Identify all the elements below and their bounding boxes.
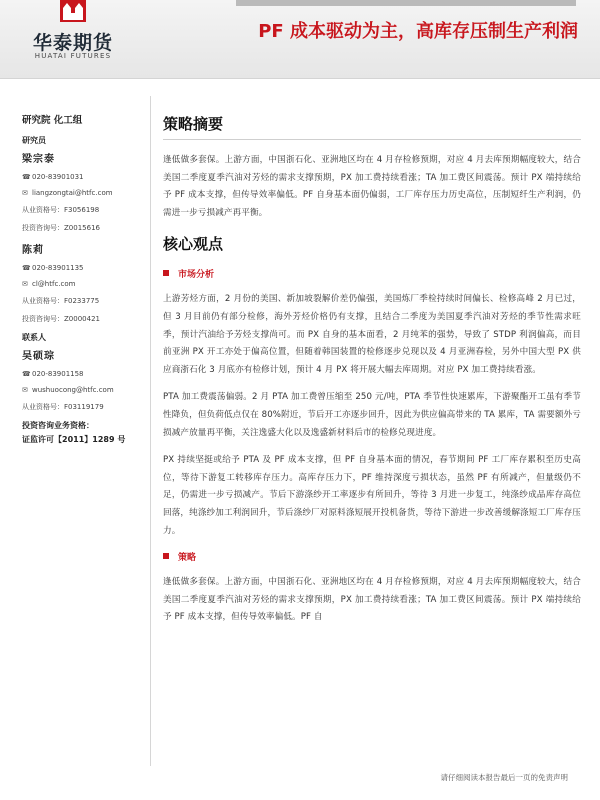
disclaimer-footer: 请仔细阅读本报告最后一页的免责声明 bbox=[440, 773, 568, 782]
analyst-phone: ☎020-83901031 bbox=[22, 173, 84, 181]
license-value: 证监许可【2011】1289 号 bbox=[22, 435, 126, 444]
analyst-phone: ☎020-83901135 bbox=[22, 264, 84, 272]
contact-card bbox=[22, 347, 142, 412]
analyst-name: 梁宗泰 bbox=[22, 154, 55, 165]
contact-cert: 从业资格号：F03119179 bbox=[22, 403, 104, 411]
department: 研究院 化工组 bbox=[22, 115, 83, 126]
email-icon: ✉ bbox=[22, 280, 28, 288]
page-header bbox=[0, 0, 600, 79]
contact-email[interactable]: ✉ wushuocong@htfc.com bbox=[22, 386, 114, 394]
market-paragraph: 上游芳烃方面，2 月份的美国、新加坡裂解价差仍偏强，美国炼厂季检持续时间偏长、检修高峰 2 月已过，但 3 月目前仍有部分检修，海外芳烃价格仍有支撑，且结合二季度为美国夏季汽油对芳烃的季节性需求旺季，预计汽油给予芳烃支撑尚可。而 PX 自身的基本面看，2 月纯苯的强势，导致了 STDP 利润偏高，而目前亚洲 PX 开工亦处于偏高位置，但随着韩国装置的检修逐步兑现以及 4 月亚洲春检，另外中国大型 PX 供应商浙石化 3 月底亦有检修计划，预计 4 月 PX 将开展大幅去库周期。对应 PX 加工费持续看涨。 bbox=[163, 294, 581, 375]
contact-phone: ☎020-83901158 bbox=[22, 370, 84, 378]
summary-paragraph: 逢低做多套保。上游方面，中国浙石化、亚洲地区均在 4 月存检修预期，对应 4 月去库预期幅度较大，结合美国二季度夏季汽油对芳烃的需求支撑预期，PX 加工费持续看涨；TA 加工费区间震荡。预计 PX 端持续给予 PF 成本支撑，但传导效率偏低。PF 自身基本面仍偏弱，工厂库存压力历史高位，压制短纤生产利润，仍需进一步亏损减产再平衡。 bbox=[163, 155, 581, 218]
analyst-card bbox=[22, 241, 142, 324]
market-paragraph: PX 持续坚挺或给予 PTA 及 PF 成本支撑，但 PF 自身基本面的情况，春节期间 PF 工厂库存累积至历史高位，等待下游复工转移库存压力。高库存压力下，PF 维持深度亏损状态，虽然 PF 有所减产，但量级仍不足，仍需进一步亏损减产。节后下游涤纱开工率逐步有所回升，等待 3 月进一步复工，纯涤纱成品库存高位回落，纯涤纱加工利润回升，节后涤纱厂对原料涤短展开投机备货，等待下游进一步改善缓解涤短工厂库存压力。 bbox=[163, 455, 581, 536]
analyst-advisor-no: 投资咨询号：Z0000421 bbox=[22, 315, 100, 323]
huatai-logo-icon bbox=[39, 0, 107, 26]
core-views-title: 核心观点 bbox=[163, 235, 224, 254]
logo-english-name: HUATAI FUTURES bbox=[34, 52, 112, 60]
contact-role-label: 联系人 bbox=[22, 333, 46, 342]
company-logo bbox=[18, 0, 128, 70]
bullet-square-icon bbox=[163, 553, 169, 559]
report-body bbox=[163, 112, 581, 637]
license-label: 投资咨询业务资格： bbox=[22, 421, 94, 430]
email-icon: ✉ bbox=[22, 189, 28, 197]
phone-icon: ☎ bbox=[22, 173, 31, 181]
column-divider bbox=[150, 96, 151, 766]
strategy-heading: 策略 bbox=[163, 550, 581, 566]
report-title: PF 成本驱动为主，高库存压制生产利润 bbox=[258, 21, 578, 42]
phone-icon: ☎ bbox=[22, 264, 31, 272]
analyst-name: 陈莉 bbox=[22, 245, 44, 256]
summary-title: 策略摘要 bbox=[163, 112, 581, 140]
analyst-email[interactable]: ✉ liangzongtai@htfc.com bbox=[22, 189, 113, 197]
header-top-strip bbox=[236, 0, 576, 6]
analyst-card bbox=[22, 150, 142, 233]
phone-icon: ☎ bbox=[22, 370, 31, 378]
contact-name: 吴硕琮 bbox=[22, 351, 55, 362]
researcher-role-label: 研究员 bbox=[22, 136, 46, 145]
analyst-cert: 从业资格号：F3056198 bbox=[22, 206, 100, 214]
bullet-square-icon bbox=[163, 270, 169, 276]
strategy-paragraph: 逢低做多套保。上游方面，中国浙石化、亚洲地区均在 4 月存检修预期，对应 4 月去库预期幅度较大，结合美国二季度夏季汽油对芳烃的需求支撑预期，PX 加工费持续看涨；TA 加工费区间震荡。预计 PX 端持续给予 PF 成本支撑，但传导效率偏低。PF 自 bbox=[163, 577, 581, 623]
logo-chinese-name: 华泰期货 bbox=[32, 32, 113, 54]
analyst-email[interactable]: ✉ cl@htfc.com bbox=[22, 280, 76, 288]
market-analysis-heading: 市场分析 bbox=[163, 267, 581, 283]
market-paragraph: PTA 加工费震荡偏弱。2 月 PTA 加工费曾压缩至 250 元/吨，PTA 季节性快速累库，下游聚酯开工虽有季节性降负，但负荷低点仅在 80%附近，节后开工亦逐步回升，因此为供应偏高带来的 TA 累库，TA 需要额外亏损减产放量再平衡，关注逸盛大化以及逸盛新材料后市的检修兑现进度。 bbox=[163, 392, 581, 438]
analyst-advisor-no: 投资咨询号：Z0015616 bbox=[22, 224, 100, 232]
email-icon: ✉ bbox=[22, 386, 28, 394]
analyst-sidebar bbox=[22, 112, 142, 446]
analyst-cert: 从业资格号：F0233775 bbox=[22, 297, 100, 305]
